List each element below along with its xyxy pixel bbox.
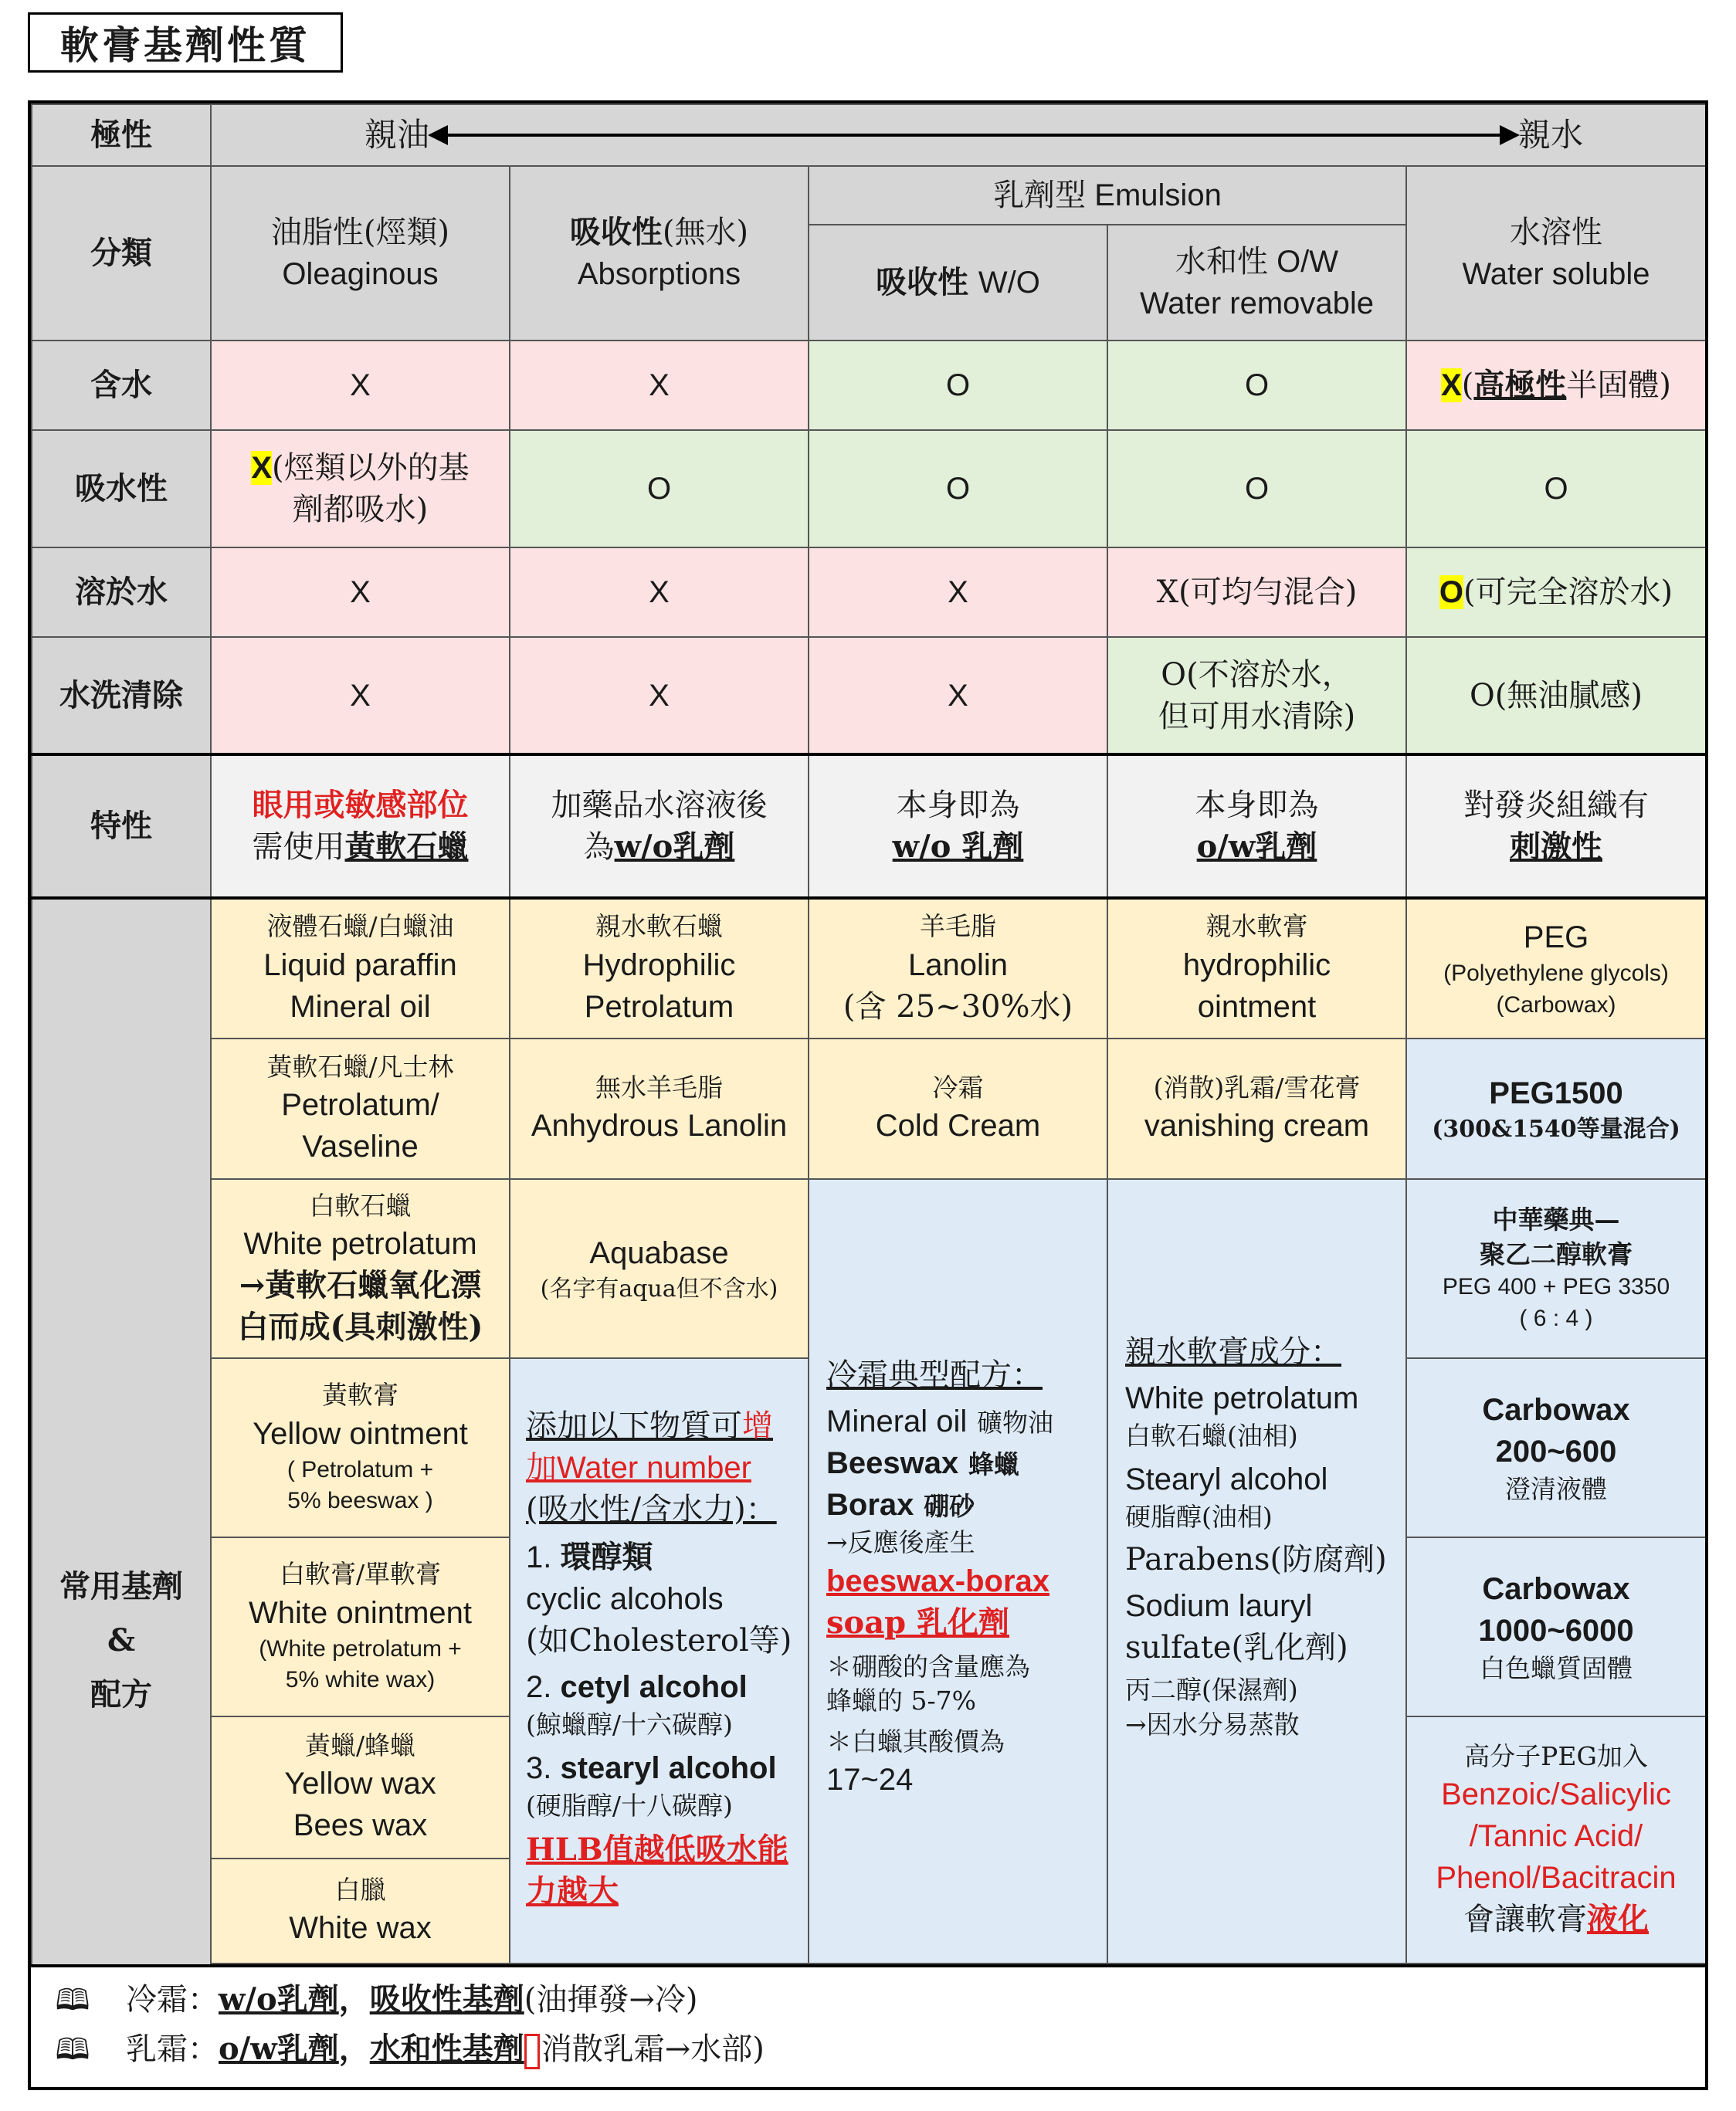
- cell: 高分子PEG加入 Benzoic/Salicylic /Tannic Acid/ Phenol/Bacitracin 會讓軟膏液化: [1406, 1716, 1706, 1964]
- ow-note: 親水軟膏成分： White petrolatum 白軟石蠟(油相) Stearyl alcohol 硬脂醇(油相) Parabens(防腐劑) Sodium lauryl sulfate(乳化劑) 丙二醇(保濕劑) →因水分易蒸散: [1107, 1179, 1406, 1964]
- row-dissolve: 溶於水: [32, 547, 211, 637]
- cell: Carbowax 1000~6000 白色蠟質固體: [1406, 1537, 1706, 1716]
- cell: 本身即為 w/o 乳劑: [809, 754, 1107, 898]
- row-bases: 常用基劑 & 配方: [32, 898, 211, 1966]
- polarity-label: 極性: [32, 104, 211, 166]
- cell: X(烴類以外的基 劑都吸水): [211, 430, 510, 547]
- row-property: 特性: [32, 754, 211, 898]
- properties-table: [28, 100, 1708, 2090]
- cell: X: [211, 341, 510, 430]
- cell: PEG (Polyethylene glycols) (Carbowax): [1406, 898, 1706, 1039]
- col-water-soluble: 水溶性 Water soluble: [1406, 166, 1706, 341]
- cell: O: [1406, 430, 1706, 547]
- cell: O(不溶於水， 但可用水清除): [1107, 637, 1406, 754]
- cell: 白軟石蠟 White petrolatum →黃軟石蠟氧化漂 白而成(具刺激性): [211, 1179, 510, 1358]
- cell: O: [510, 430, 809, 547]
- cell: PEG1500 (300&1540等量混合): [1406, 1039, 1706, 1179]
- cell: X: [211, 547, 510, 637]
- cell: X: [809, 547, 1107, 637]
- col-absorption: 吸收性(無水) Absorptions: [510, 166, 809, 341]
- cell: X: [510, 637, 809, 754]
- cell: Carbowax 200~600 澄清液體: [1406, 1358, 1706, 1537]
- cell: 黃軟膏 Yellow ointment ( Petrolatum + 5% beeswax ): [211, 1358, 510, 1537]
- emulsion-header: 乳劑型 Emulsion: [809, 166, 1406, 225]
- absorption-note: 添加以下物質可增 加Water number (吸水性/含水力)： 1. 環醇類 cyclic alcohols (如Cholesterol等) 2. cetyl alcohol (鯨蠟醇/十六碳醇) 3. stearyl alcohol (硬脂醇/十八碳醇) HLB值越低吸水能 力越大: [510, 1358, 809, 1964]
- col-ow: 水和性 O/W Water removable: [1107, 225, 1406, 341]
- row-water-content: 含水: [32, 341, 211, 430]
- cell: 白臘 White wax: [211, 1859, 510, 1964]
- cell: 中華藥典— 聚乙二醇軟膏 PEG 400 + PEG 3350 ( 6 : 4 ): [1406, 1179, 1706, 1358]
- cell: (消散)乳霜/雪花膏 vanishing cream: [1107, 1039, 1406, 1179]
- lipophilic-label: 親油: [364, 115, 430, 154]
- row-wash: 水洗清除: [32, 637, 211, 754]
- cell: O: [809, 430, 1107, 547]
- cell: 羊毛脂 Lanolin (含 25~30%水): [809, 898, 1107, 1039]
- cell: 液體石蠟/白蠟油 Liquid paraffin Mineral oil: [211, 898, 510, 1039]
- cell: X(高極性半固體): [1406, 341, 1706, 430]
- footer-line-1: 🕮 冷霜：w/o乳劑，吸收性基劑(油揮發→冷): [55, 1979, 1683, 2021]
- cursor-mark: [524, 2034, 540, 2069]
- cell: 白軟膏/單軟膏 White onintment (White petrolatum + 5% white wax): [211, 1537, 510, 1716]
- cell: 無水羊毛脂 Anhydrous Lanolin: [510, 1039, 809, 1179]
- hydrophilic-label: 親水: [1518, 115, 1584, 154]
- cell: 冷霜 Cold Cream: [809, 1039, 1107, 1179]
- cell: O: [1107, 341, 1406, 430]
- cell: X(可均勻混合): [1107, 547, 1406, 637]
- col-wo: 吸收性 W/O: [809, 225, 1107, 341]
- row-water-absorb: 吸水性: [32, 430, 211, 547]
- cell: 黃蠟/蜂蠟 Yellow wax Bees wax: [211, 1716, 510, 1859]
- cell: X: [809, 637, 1107, 754]
- cell: 加藥品水溶液後 為w/o乳劑: [510, 754, 809, 898]
- cell: O: [809, 341, 1107, 430]
- cell: 本身即為 o/w乳劑: [1107, 754, 1406, 898]
- cell: X: [510, 341, 809, 430]
- wo-note: 冷霜典型配方： Mineral oil 礦物油 Beeswax 蜂蠟 Borax 硼砂 →反應後產生 beeswax-borax soap 乳化劑 ＊硼酸的含量應為 蜂蠟的 5-7% ＊白蠟其酸價為 17~24: [809, 1179, 1107, 1964]
- footer-line-2: 🕮 乳霜：o/w乳劑，水和性基劑 消散乳霜→水部): [55, 2028, 1683, 2070]
- page-title: 軟膏基劑性質: [28, 12, 343, 73]
- cell: 對發炎組織有 刺激性: [1406, 754, 1706, 898]
- cell: X: [211, 637, 510, 754]
- cell: O: [1107, 430, 1406, 547]
- cell: 眼用或敏感部位 需使用黃軟石蠟: [211, 754, 510, 898]
- cell: X: [510, 547, 809, 637]
- cell: 親水軟石蠟 Hydrophilic Petrolatum: [510, 898, 809, 1039]
- book-icon: 🕮: [55, 2032, 90, 2066]
- cell: Aquabase (名字有aqua但不含水): [510, 1179, 809, 1358]
- classification-label: 分類: [32, 166, 211, 341]
- cell: 黃軟石蠟/凡士林 Petrolatum/ Vaseline: [211, 1039, 510, 1179]
- col-oleaginous: 油脂性(烴類) Oleaginous: [211, 166, 510, 341]
- book-icon: 🕮: [55, 1983, 90, 2017]
- double-arrow-icon: [445, 134, 1503, 137]
- cell: 親水軟膏 hydrophilic ointment: [1107, 898, 1406, 1039]
- cell: O(可完全溶於水): [1406, 547, 1706, 637]
- cell: O(無油膩感): [1406, 637, 1706, 754]
